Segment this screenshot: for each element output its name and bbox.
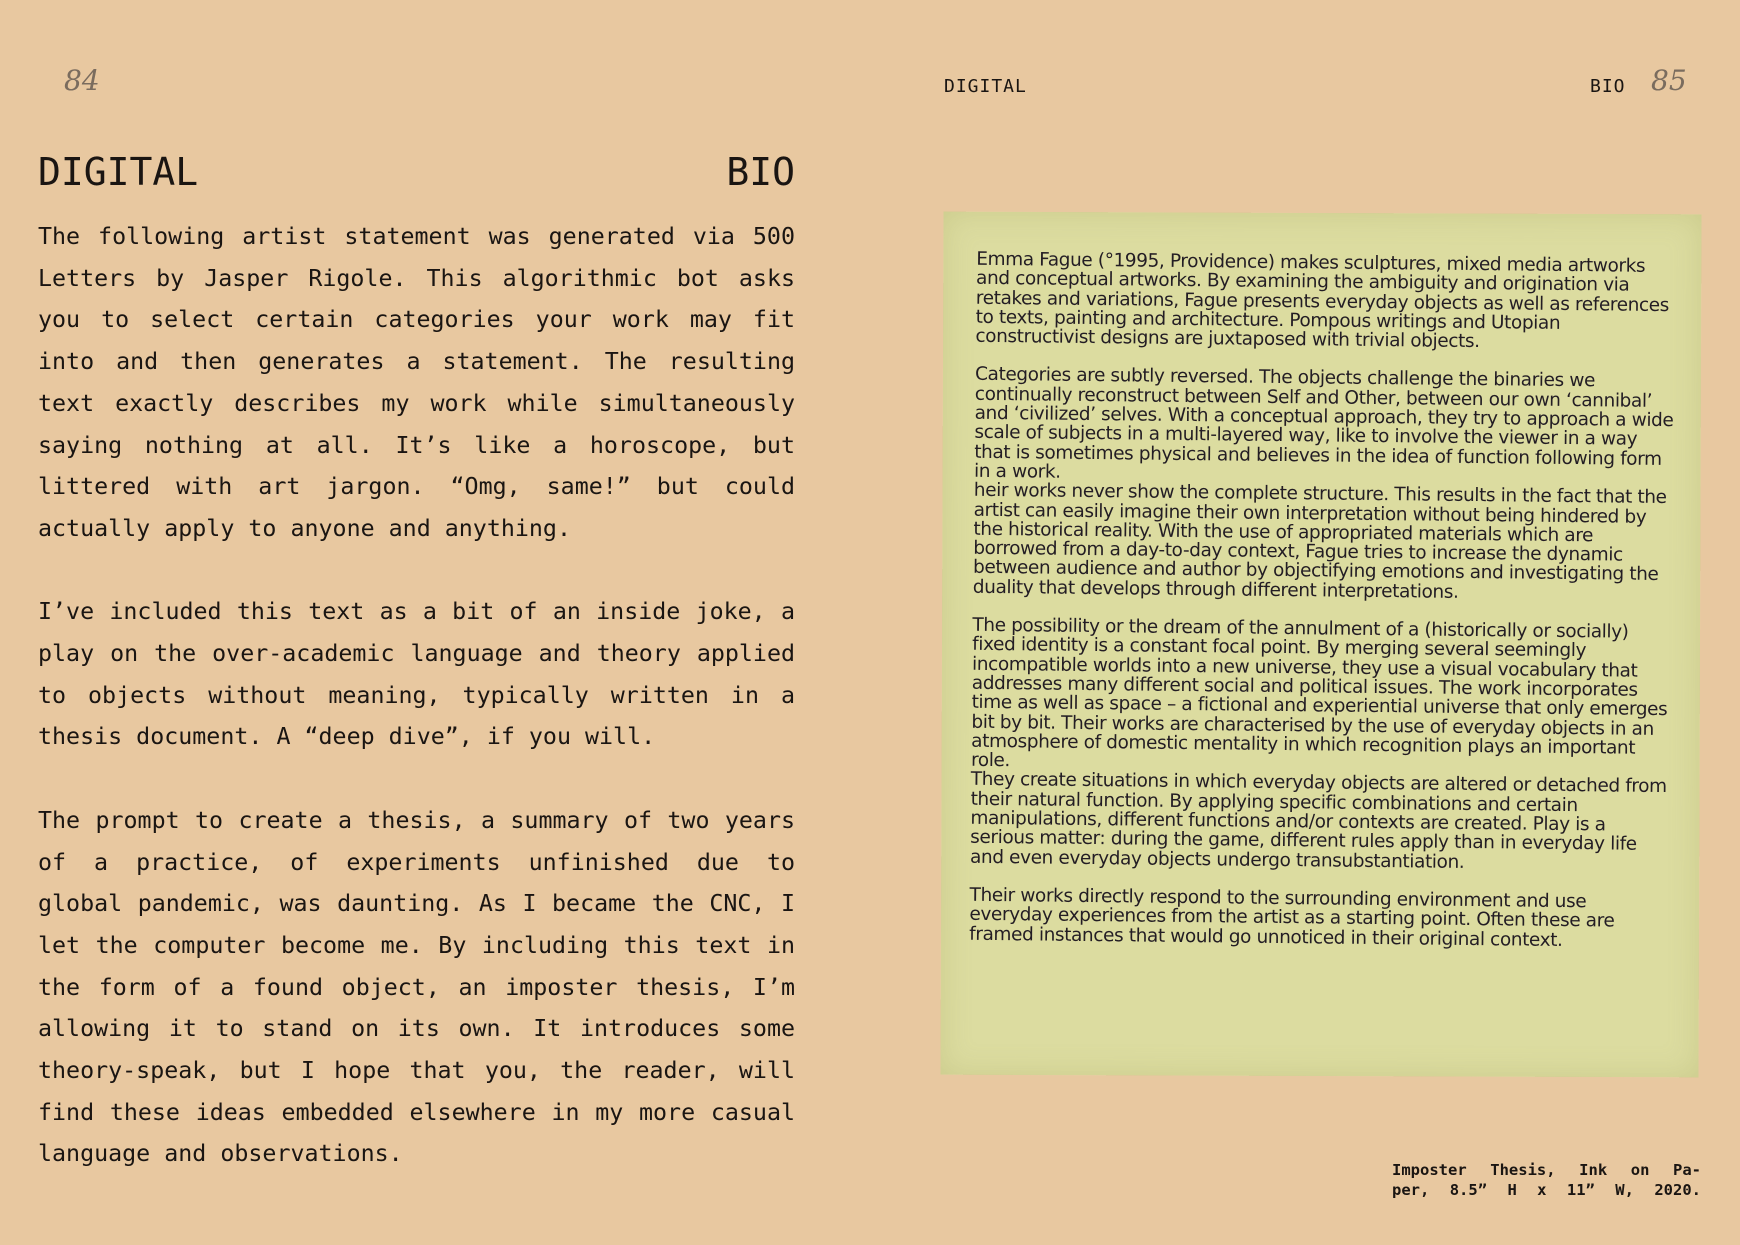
scanned-document-text — [969, 250, 1676, 970]
body-text — [38, 216, 795, 1175]
page-number-right: 85 — [1651, 64, 1687, 97]
section-heading-left: DIGITAL — [38, 150, 199, 194]
scan-paragraph: heir works never show the complete structure. This results in the fact that the artist can easily imagine their own interpretation without being hindered by the historical reality. With the use of appropriated materials which are borrowed from a day-to-day context, Fague tries to increase the dynamic between audience and author by objectifying emotions and investigating the duality that develops through different interpretations. — [972, 480, 1667, 603]
section-heading-right: BIO — [726, 150, 795, 194]
section-heading — [38, 150, 795, 194]
running-head-digital: DIGITAL — [944, 76, 1027, 97]
scanned-document-image — [940, 212, 1701, 1078]
caption-line-1: Imposter Thesis, Ink on Pa- — [1392, 1161, 1701, 1179]
body-paragraph: The prompt to create a thesis, a summary of two years of a practice, of experiments unfinished due to global pandemic, was daunting. As I became the CNC, I let the computer become me. By including this text in the form of a found object, an imposter thesis, I’m allowing it to stand on its own. It introduces some theory-speak, but I hope that you, the reader, will find these ideas embedded elsewhere in my more casual language and observations. — [38, 806, 795, 1168]
body-paragraph: The following artist statement was generated via 500 Letters by Jasper Rigole. This algorithmic bot asks you to select certain categories your work may fit into and then generates a statement. The resulting text exactly describes my work while simultaneously saying nothing at all. It’s like a horoscope, but littered with art jargon. “Omg, same!” but could actually apply to anyone and anything. — [38, 223, 795, 542]
image-caption — [1392, 1160, 1701, 1200]
scan-paragraph: The possibility or the dream of the annulment of a (historically or socially) fixed identity is a constant focal point. By merging several seemingly incompatible worlds into a new universe, they use a visual vocabulary that addresses many different social and political issues. The work incorporates time as well as space – a fictional and experiential universe that only emerges bit by bit. Their works are characterised by the use of everyday objects in an atmosphere of domestic mentality in which recognition plays an important role. — [970, 614, 1668, 772]
caption-line-2: per, 8.5” H x 11” W, 2020. — [1392, 1181, 1701, 1199]
running-head-bio: BIO — [1590, 76, 1626, 97]
body-paragraph: I’ve included this text as a bit of an inside joke, a play on the over-academic language and theory applied to objects without meaning, typically written in a thesis document. A “deep dive”, if you will. — [38, 598, 795, 751]
scan-paragraph: They create situations in which everyday objects are altered or detached from their natural function. By applying specific combinations and certain manipulations, different functions and/or contexts are created. Play is a serious matter: during the game, different rules apply than in everyday life and even everyday objects undergo transubstantiation. — [969, 769, 1667, 873]
scan-paragraph: Their works directly respond to the surrounding environment and use everyday experiences from the artist as a starting point. Often these are framed instances that would go unnoticed in their original context. — [969, 884, 1615, 951]
scan-paragraph: Categories are subtly reversed. The objects challenge the binaries we continually reconstruct between Self and Other, between our own ‘cannibal’ and ‘civilized’ selves. With a conceptual approach, they try to approach a wide scale of subjects in a multi-layered way, like to involve the viewer in a way that is sometimes physical and believes in the idea of function following form in a work. — [973, 364, 1674, 483]
scan-paragraph: Emma Fague (°1995, Providence) makes sculptures, mixed media artworks and conceptual artworks. By examining the ambiguity and origination via retakes and variations, Fague presents everyday objects as well as references to texts, painting and architecture. Pompous writings and Utopian constructivist designs are juxtaposed with trivial objects. — [975, 248, 1670, 353]
page-number-left: 84 — [64, 64, 100, 97]
